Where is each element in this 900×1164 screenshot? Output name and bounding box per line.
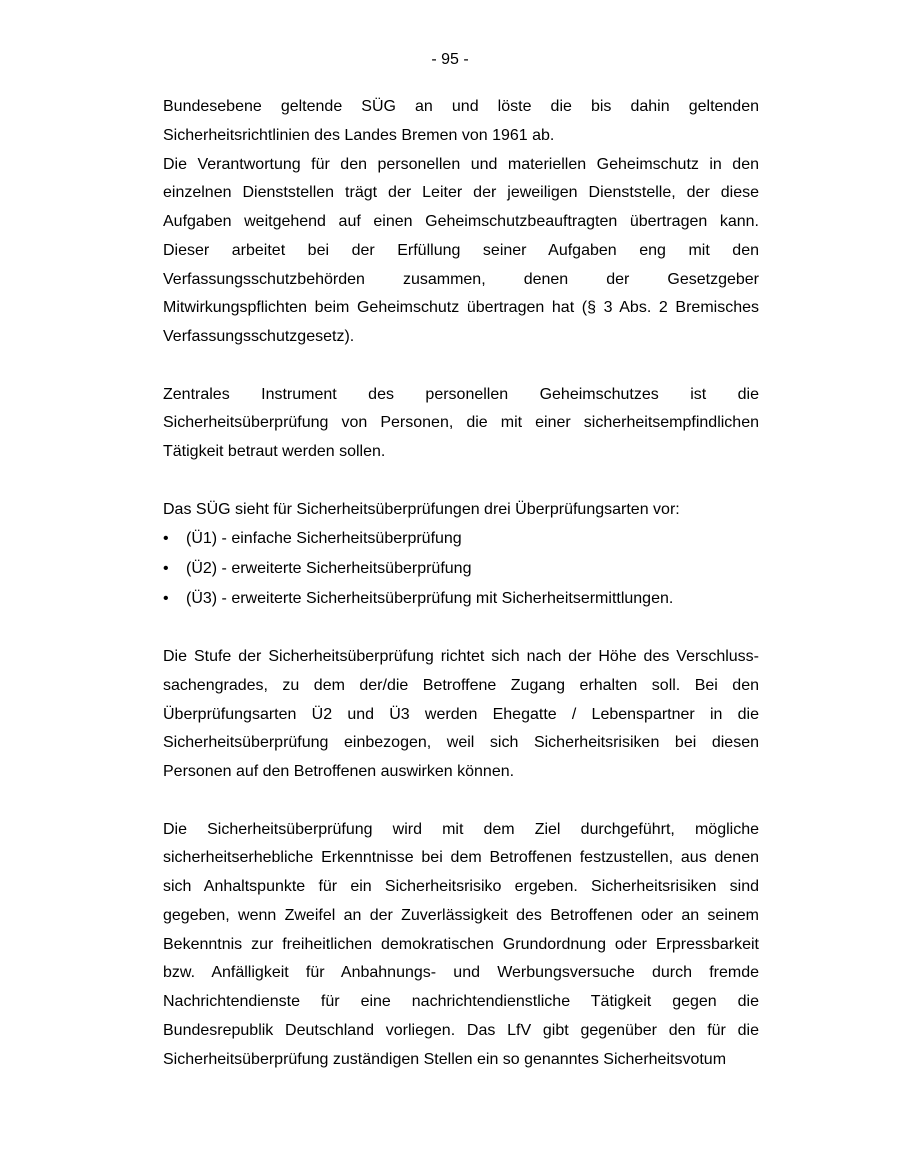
- paragraph-spacer: [163, 614, 759, 643]
- list-item-u3: [163, 584, 759, 614]
- page-number: - 95 -: [431, 51, 469, 68]
- paragraph-spacer: [163, 467, 759, 496]
- paragraph-responsibility: Die Verantwortung für den personellen und materiellen Geheimschutz in den einzelnen Dienststellen trägt der Leiter der jeweiligen Dienststelle, der diese Aufgaben weitgehend auf einen Geheimschutzbeauftragten übertragen kann. Dieser arbeitet bei der Erfüllung seiner Aufgaben eng mit den Verfassungsschutzbehörden zusammen, denen der Gesetzgeber Mitwirkungspflichten beim Geheimschutz übertragen hat (§ 3 Abs. 2 Bremisches Verfassungsschutzgesetz).: [163, 155, 759, 345]
- paragraph-spacer: [163, 787, 759, 816]
- bullet-icon: •: [163, 560, 169, 578]
- paragraph-spacer: [163, 352, 759, 381]
- list-item-u1: [163, 524, 759, 554]
- paragraph-central-instrument: Zentrales Instrument des personellen Geheimschutzes ist die Sicherheitsüberprüfung von Personen, die mit einer sicherheitsempfindlichen Tätigkeit betraut werden sollen.: [163, 385, 759, 460]
- list-item-text: (Ü1) - einfache Sicherheitsüberprüfung: [186, 530, 462, 548]
- paragraph-check-level: Die Stufe der Sicherheitsüberprüfung richtet sich nach der Höhe des Verschluss-sachengrades, zu dem der/die Betroffene Zugang erhalten soll. Bei den Überprüfungsarten Ü2 und Ü3 werden Ehegatte / Lebenspartner in die Sicherheitsüberprüfung einbezogen, weil sich Sicherheitsrisiken bei diesen Personen auf den Betroffenen auswirken können.: [163, 648, 759, 780]
- bullet-icon: •: [163, 590, 169, 608]
- paragraph-check-types-intro: Das SÜG sieht für Sicherheitsüberprüfungen drei Überprüfungsarten vor:: [163, 500, 680, 518]
- list-item-text: (Ü3) - erweiterte Sicherheitsüberprüfung mit Sicherheitsermittlungen.: [186, 590, 674, 608]
- paragraph-check-goal: Die Sicherheitsüberprüfung wird mit dem Ziel durchgeführt, mögliche sicherheitserhebliche Erkenntnisse bei dem Betroffenen festzustellen, aus denen sich Anhaltspunkte für ein Sicherheitsrisiko ergeben. Sicherheitsrisiken sind gegeben, wenn Zweifel an der Zuverlässigkeit des Betroffenen oder an seinem Bekenntnis zur freiheitlichen demokratischen Grundordnung oder Erpressbarkeit bzw. Anfälligkeit für Anbahnungs- und Werbungsversuche durch fremde Nachrichtendienste für eine nachrichtendienstliche Tätigkeit gegen die Bundesrepublik Deutschland vorliegen. Das LfV gibt gegenüber den für die Sicherheitsüberprüfung zuständigen Stellen ein so genanntes Sicherheitsvotum: [163, 820, 759, 1068]
- list-item-u2: [163, 554, 759, 584]
- document-body: [163, 93, 759, 1074]
- bullet-icon: •: [163, 530, 169, 548]
- check-types-list: [163, 524, 759, 614]
- list-item-text: (Ü2) - erweiterte Sicherheitsüberprüfung: [186, 560, 472, 578]
- paragraph-suge-intro: Bundesebene geltende SÜG an und löste die bis dahin geltenden Sicherheitsrichtlinien des Landes Bremen von 1961 ab.: [163, 98, 759, 144]
